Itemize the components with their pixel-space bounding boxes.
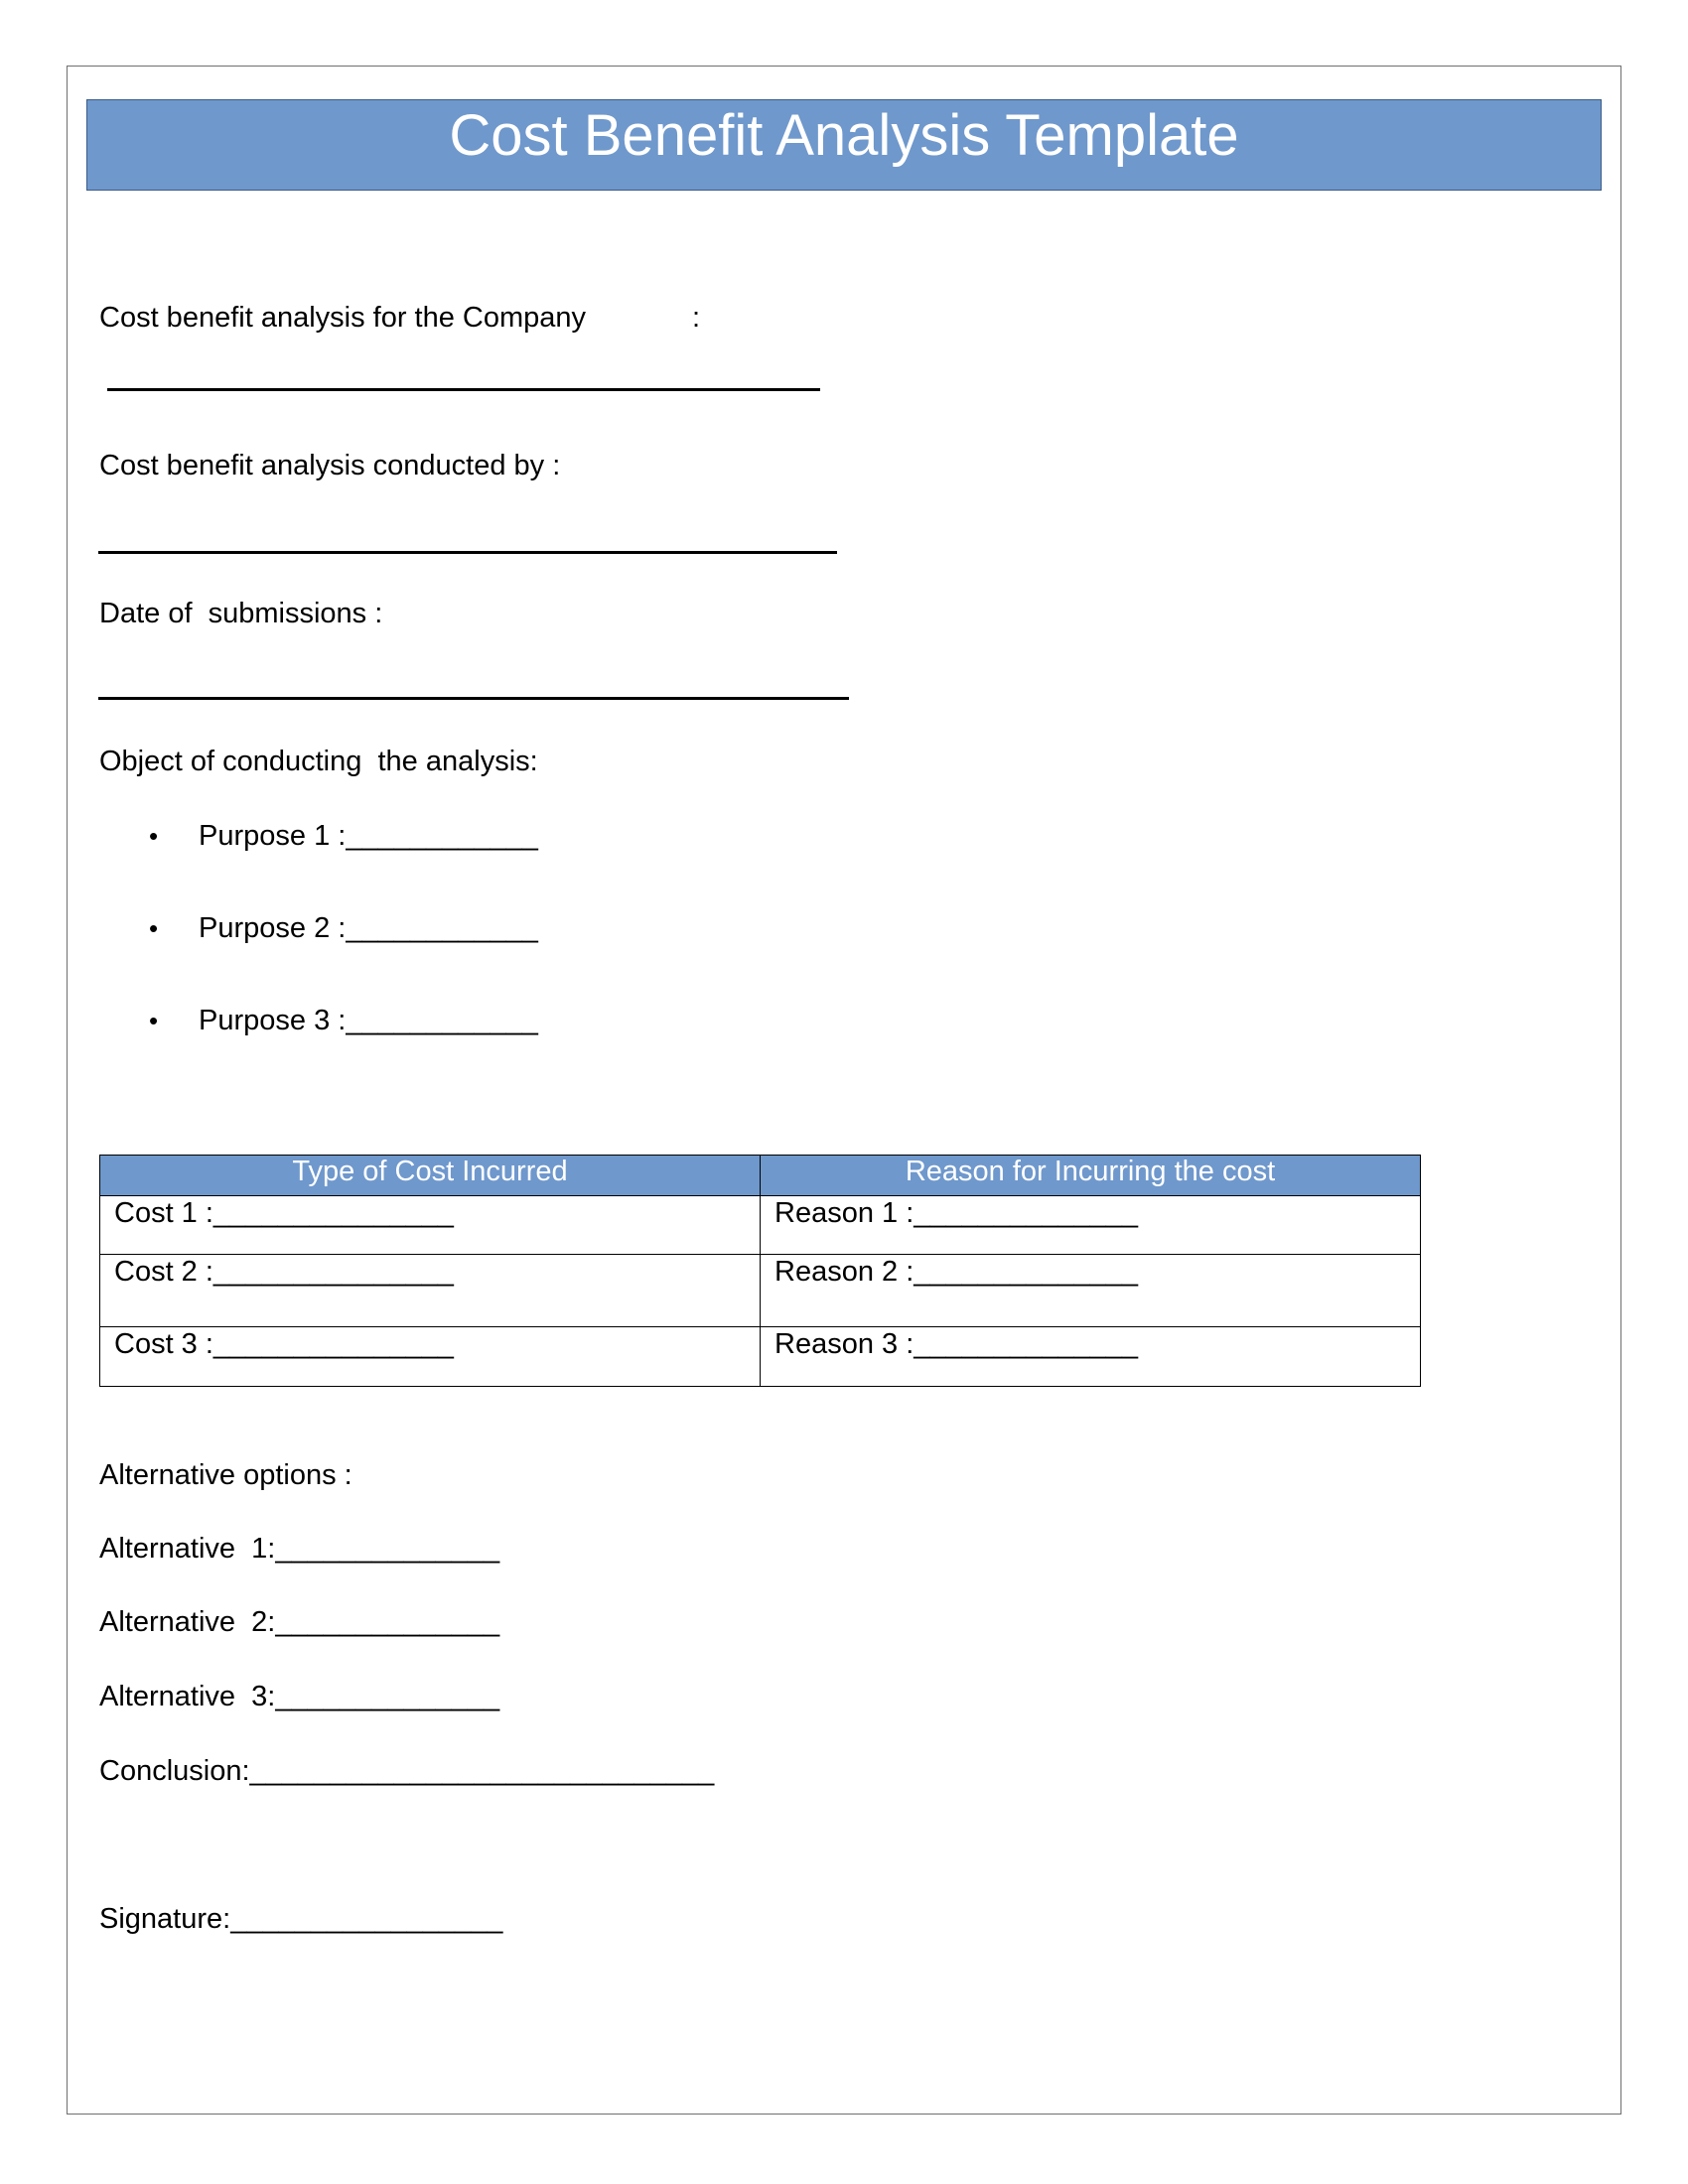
table-header-reason: Reason for Incurring the cost [761,1156,1421,1196]
conducted-by-label: Cost benefit analysis conducted by : [99,450,561,481]
page-border [67,66,1621,2115]
signature-field[interactable]: Signature:_________________ [99,1903,503,1935]
cost-cell[interactable]: Cost 3 :_______________ [100,1327,761,1387]
table-row [100,1255,1421,1327]
company-label: Cost benefit analysis for the Company [99,302,587,334]
date-field-line[interactable] [98,697,849,700]
reason-cell[interactable]: Reason 2 :______________ [761,1255,1421,1327]
table-header-cost-type: Type of Cost Incurred [100,1156,761,1196]
date-label: Date of submissions : [99,598,383,629]
alternatives-heading: Alternative options : [99,1459,352,1491]
bullet-icon: • [149,1006,159,1035]
bullet-icon: • [149,913,159,943]
bullet-icon: • [149,821,159,851]
company-colon: : [692,302,701,334]
company-field-line[interactable] [107,388,820,391]
object-label: Object of conducting the analysis: [99,746,538,777]
conclusion-field[interactable]: Conclusion:_____________________________ [99,1755,715,1787]
reason-cell[interactable]: Reason 3 :______________ [761,1327,1421,1387]
table-row [100,1196,1421,1255]
purpose-item[interactable]: Purpose 2 :____________ [199,912,538,944]
cost-cell[interactable]: Cost 2 :_______________ [100,1255,761,1327]
purpose-item[interactable]: Purpose 3 :____________ [199,1005,538,1036]
cost-cell[interactable]: Cost 1 :_______________ [100,1196,761,1255]
alternative-item[interactable]: Alternative 1:______________ [99,1533,500,1565]
page-title: Cost Benefit Analysis Template [449,103,1239,168]
table-row [100,1327,1421,1387]
reason-cell[interactable]: Reason 1 :______________ [761,1196,1421,1255]
conducted-by-field-line[interactable] [98,551,837,554]
title-banner [86,99,1602,191]
purpose-item[interactable]: Purpose 1 :____________ [199,820,538,852]
cost-reason-table [99,1155,1421,1387]
alternative-item[interactable]: Alternative 2:______________ [99,1606,500,1638]
alternative-item[interactable]: Alternative 3:______________ [99,1681,500,1712]
